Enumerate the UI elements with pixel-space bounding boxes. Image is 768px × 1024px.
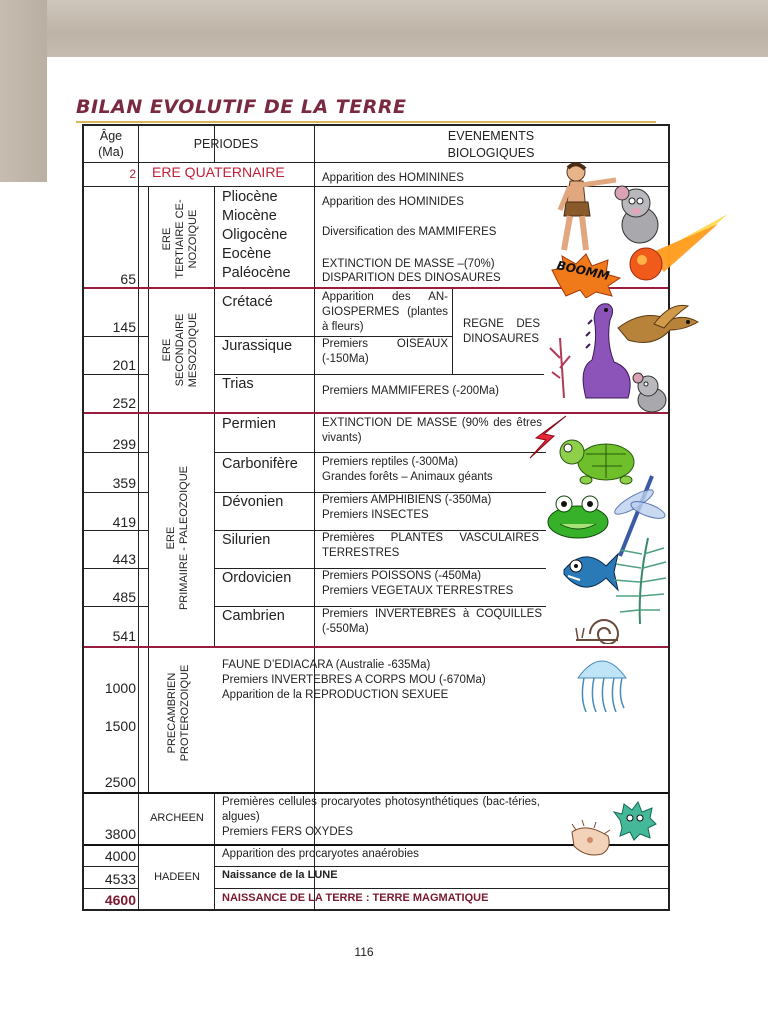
bacteria-illustration xyxy=(566,818,614,862)
period-pliocene: Pliocène xyxy=(222,189,278,205)
event-naissance-lune: Naissance de la LUNE xyxy=(222,869,338,881)
header-age: Âge xyxy=(99,129,123,143)
ma-485: 485 xyxy=(112,589,136,605)
frog-illustration xyxy=(540,494,614,542)
period-jurassique: Jurassique xyxy=(222,338,293,354)
event-mammiferes: Diversification des MAMMIFERES xyxy=(322,226,497,238)
background-frame-left xyxy=(0,0,47,182)
ma-419: 419 xyxy=(112,514,136,530)
meteor-illustration xyxy=(618,214,728,284)
event-disparition-dinosaures: DISPARITION DES DINOSAURES xyxy=(322,272,501,284)
era-tertiaire-label xyxy=(161,179,201,299)
regne-dinosaures: REGNE DES DINOSAURES xyxy=(463,318,540,345)
mouse-small-illustration xyxy=(624,372,678,414)
header-events-1: EVENEMENTS xyxy=(447,129,535,143)
col-divider-label-arch xyxy=(214,793,215,910)
ma-65: 65 xyxy=(120,271,136,287)
ma-4000: 4000 xyxy=(104,848,136,864)
header-events-2: BIOLOGIQUES xyxy=(447,146,535,160)
bird-illustration xyxy=(614,300,700,356)
period-cambrien: Cambrien xyxy=(222,608,285,624)
event-hominides: Apparition des HOMINIDES xyxy=(322,196,464,208)
header-periods: PERIODES xyxy=(193,137,259,151)
row-line-299 xyxy=(84,452,148,453)
ma-252: 252 xyxy=(112,395,136,411)
event-mammiferes-trias: Premiers MAMMIFERES (-200Ma) xyxy=(322,385,499,397)
era-quaternaire: ERE QUATERNAIRE xyxy=(152,164,285,180)
event-invertebres-corps-mou: Premiers INVERTEBRES A CORPS MOU (-670Ma) xyxy=(222,674,486,686)
period-ordovicien: Ordovicien xyxy=(222,570,292,586)
era-secondaire-3: MESOZOIQUE xyxy=(187,312,199,388)
event-insectes: Premiers INSECTES xyxy=(322,509,429,521)
period-silurien: Silurien xyxy=(222,532,271,548)
col-divider-age xyxy=(138,126,139,844)
row-line-419 xyxy=(84,530,148,531)
col-divider-era xyxy=(148,186,149,646)
period-miocene: Miocène xyxy=(222,208,277,224)
period-permien: Permien xyxy=(222,416,276,432)
background-frame-top xyxy=(0,0,768,57)
col-divider-period-name xyxy=(214,186,215,646)
event-extinction-70: EXTINCTION DE MASSE –(70%) xyxy=(322,258,495,270)
era-line-secondaire xyxy=(84,412,668,414)
event-hominines: Apparition des HOMININES xyxy=(322,172,464,184)
page-title: BILAN EVOLUTIF DE LA TERRE xyxy=(76,96,407,118)
event-fers-oxydes: Premiers FERS OXYDES xyxy=(222,826,353,838)
ma-443: 443 xyxy=(112,551,136,567)
event-plantes-vasculaires: Premières PLANTES VASCULAIRES TERRESTRES xyxy=(322,532,539,559)
ma-359: 359 xyxy=(112,475,136,491)
ma-145: 145 xyxy=(112,319,136,335)
row-line-485 xyxy=(84,606,148,607)
period-carbonifere: Carbonifère xyxy=(222,456,298,472)
event-ediacara: FAUNE D’EDIACARA (Australie -635Ma) xyxy=(222,659,431,671)
microbe-illustration xyxy=(612,800,658,842)
era-secondaire-1: ERE xyxy=(161,338,173,362)
ma-quaternaire: 2 xyxy=(129,167,136,181)
ma-4533: 4533 xyxy=(104,871,136,887)
event-procaryotes-anaerobies: Apparition des procaryotes anaérobies xyxy=(222,848,419,860)
event-vegetaux: Premiers VEGETAUX TERRESTRES xyxy=(322,585,514,597)
era-precambrien-label xyxy=(166,653,196,773)
row-line-precambrien xyxy=(84,792,668,794)
ma-201: 201 xyxy=(112,357,136,373)
era-precambrien-2: PROTEROZOIQUE xyxy=(179,664,191,762)
era-primaire-2: PRIMAIIRE - PALEOZOIQUE xyxy=(178,465,190,611)
event-grandes-forets: Grandes forêts – Animaux géants xyxy=(322,471,493,483)
row-line-443 xyxy=(84,568,148,569)
row-line-jurassique xyxy=(214,374,544,375)
row-line-4533 xyxy=(84,888,138,889)
row-line-permien xyxy=(214,452,546,453)
event-poissons: Premiers POISSONS (-450Ma) xyxy=(322,570,482,582)
period-paleocene: Paléocène xyxy=(222,265,291,281)
page-number: 116 xyxy=(354,945,374,959)
era-hadeen: HADEEN xyxy=(154,871,200,883)
era-secondaire-2: SECONDAIRE xyxy=(174,313,186,387)
row-line-hadeen-2 xyxy=(214,888,668,889)
row-line-hadeen-1 xyxy=(214,866,668,867)
ma-299: 299 xyxy=(112,436,136,452)
title-underline xyxy=(76,121,656,123)
event-reproduction-sexuee: Apparition de la REPRODUCTION SEXUEE xyxy=(222,689,449,701)
ma-2500: 2500 xyxy=(104,774,136,790)
ma-4600: 4600 xyxy=(104,892,136,908)
period-cretace: Crétacé xyxy=(222,294,273,310)
ma-3800: 3800 xyxy=(104,826,136,842)
event-cellules-procaryotes: Premières cellules procaryotes photosynthétiques (bac-téries, algues) xyxy=(222,796,540,823)
jellyfish-illustration xyxy=(572,650,632,716)
era-line-primaire xyxy=(84,646,668,648)
event-reptiles: Premiers reptiles (-300Ma) xyxy=(322,456,459,468)
row-line-145 xyxy=(84,336,148,337)
boom-text: BOOMM xyxy=(555,258,611,284)
era-tertiaire-3: NOZOIQUE xyxy=(187,209,199,269)
era-archeen: ARCHEEN xyxy=(150,812,204,824)
event-invertebres-coquilles: Premiers INVERTEBRES à COQUILLES (-550Ma) xyxy=(322,608,542,635)
row-line-4000 xyxy=(84,866,138,867)
row-line-359 xyxy=(84,492,148,493)
header-age-unit: (Ma) xyxy=(98,145,124,159)
period-oligocene: Oligocène xyxy=(222,227,288,243)
period-trias: Trias xyxy=(222,376,254,392)
era-tertiaire-1: ERE xyxy=(161,227,173,251)
era-tertiaire-2: TERTIAIRE CE- xyxy=(174,199,186,279)
event-extinction-90: EXTINCTION DE MASSE (90% des êtres vivants) xyxy=(322,417,542,444)
era-primaire-1: ERE xyxy=(165,526,177,550)
ma-541: 541 xyxy=(112,628,136,644)
ma-1000: 1000 xyxy=(104,680,136,696)
era-secondaire-label xyxy=(161,290,201,410)
event-angiospermes: Apparition des AN- GIOSPERMES (plantes à fleurs) xyxy=(322,291,448,333)
snail-illustration xyxy=(574,604,628,644)
col-divider-era-pre xyxy=(148,648,149,792)
event-amphibiens: Premiers AMPHIBIENS (-350Ma) xyxy=(322,494,492,506)
era-precambrien-1: PRECAMBRIEN xyxy=(166,672,178,754)
col-divider-age-bottom xyxy=(138,844,139,910)
period-eocene: Eocène xyxy=(222,246,272,262)
era-primaire-label xyxy=(165,438,193,638)
ma-1500: 1500 xyxy=(104,718,136,734)
col-divider-regne xyxy=(452,288,453,374)
row-line-201 xyxy=(84,374,148,375)
event-naissance-terre: NAISSANCE DE LA TERRE : TERRE MAGMATIQUE xyxy=(222,892,489,904)
event-oiseaux: Premiers OISEAUX (-150Ma) xyxy=(322,338,448,365)
boom-explosion-illustration xyxy=(550,252,622,298)
period-devonien: Dévonien xyxy=(222,494,284,510)
